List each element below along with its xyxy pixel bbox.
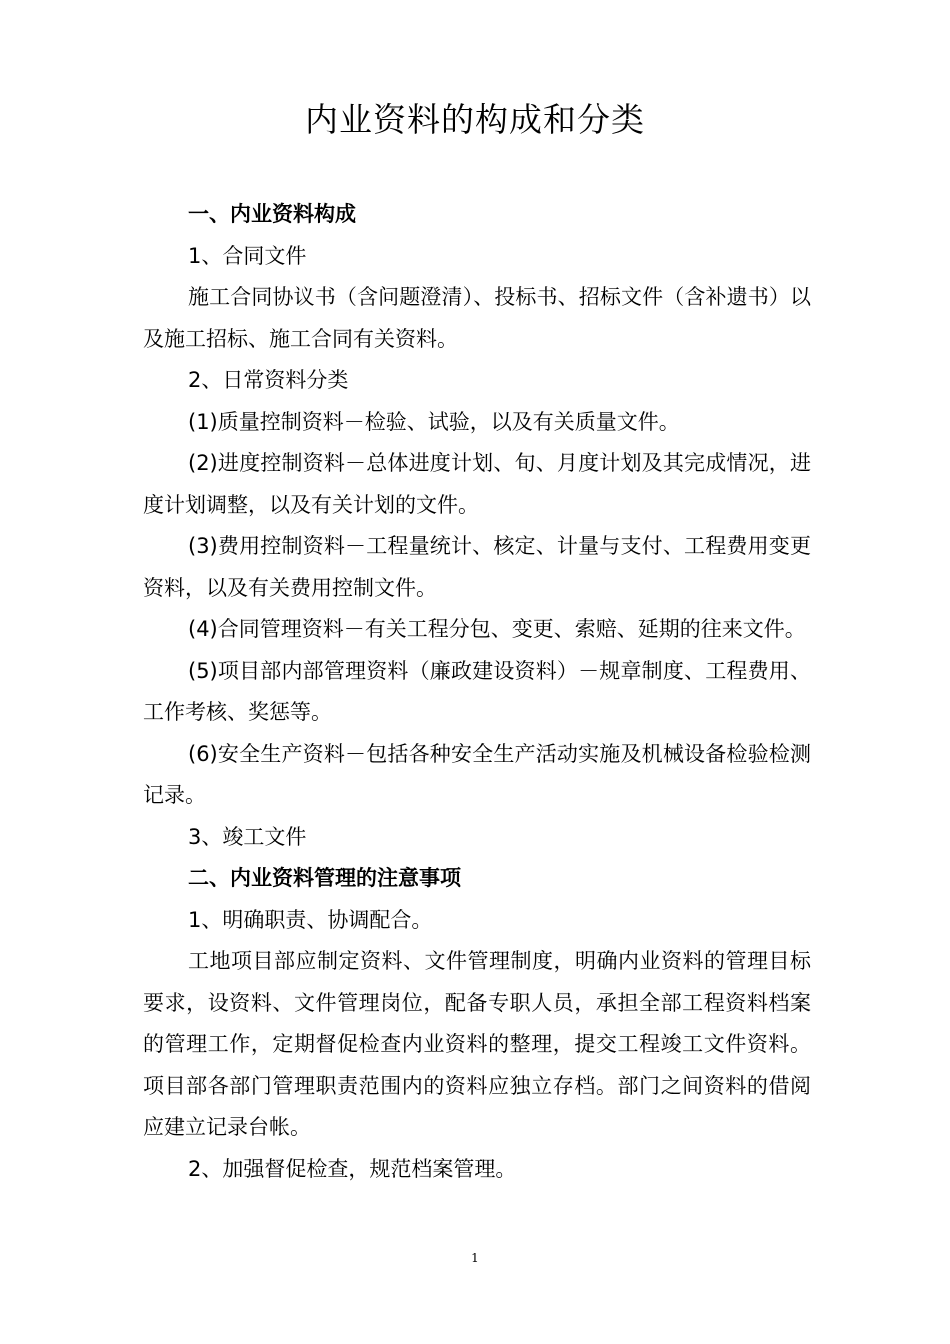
paragraph: 工地项目部应制定资料、文件管理制度，明确内业资料的管理目标要求，设资料、文件管理岗位，配备专职人员，承担全部工程资料档案的管理工作，定期督促检查内业资料的整理，提交工程竣工文件资料。项目部各部门管理职责范围内的资料应独立存档。部门之间资料的借阅应建立记录台帐。 xyxy=(143,949,811,1139)
paragraph: (5)项目部内部管理资料（廉政建设资料）－规章制度、工程费用、工作考核、奖惩等。 xyxy=(143,658,811,724)
paragraph: (4)合同管理资料－有关工程分包、变更、索赔、延期的往来文件。 xyxy=(188,617,806,641)
section-heading: 二、内业资料管理的注意事项 xyxy=(188,866,461,890)
document-title: 内业资料的构成和分类 xyxy=(305,100,645,139)
paragraph: (6)安全生产资料－包括各种安全生产活动实施及机械设备检验检测记录。 xyxy=(143,741,811,807)
paragraph: 3、竣工文件 xyxy=(188,824,307,849)
paragraph: 施工合同协议书（含问题澄清）、投标书、招标文件（含补遗书）以及施工招标、施工合同有关资料。 xyxy=(143,285,811,351)
paragraph: 2、日常资料分类 xyxy=(188,368,349,392)
paragraph: (2)进度控制资料－总体进度计划、旬、月度计划及其完成情况，进度计划调整，以及有关计划的文件。 xyxy=(143,451,811,517)
paragraph: (1)质量控制资料－检验、试验，以及有关质量文件。 xyxy=(188,409,680,434)
page-number: 1 xyxy=(471,1251,479,1265)
paragraph: 1、明确职责、协调配合。 xyxy=(188,907,433,932)
paragraph: 1、合同文件 xyxy=(188,243,307,268)
section-heading: 一、内业资料构成 xyxy=(188,202,356,226)
document-body xyxy=(143,194,811,1190)
paragraph: (3)费用控制资料－工程量统计、核定、计量与支付、工程费用变更资料，以及有关费用控制文件。 xyxy=(143,534,811,600)
paragraph: 2、加强督促检查，规范档案管理。 xyxy=(188,1156,517,1181)
